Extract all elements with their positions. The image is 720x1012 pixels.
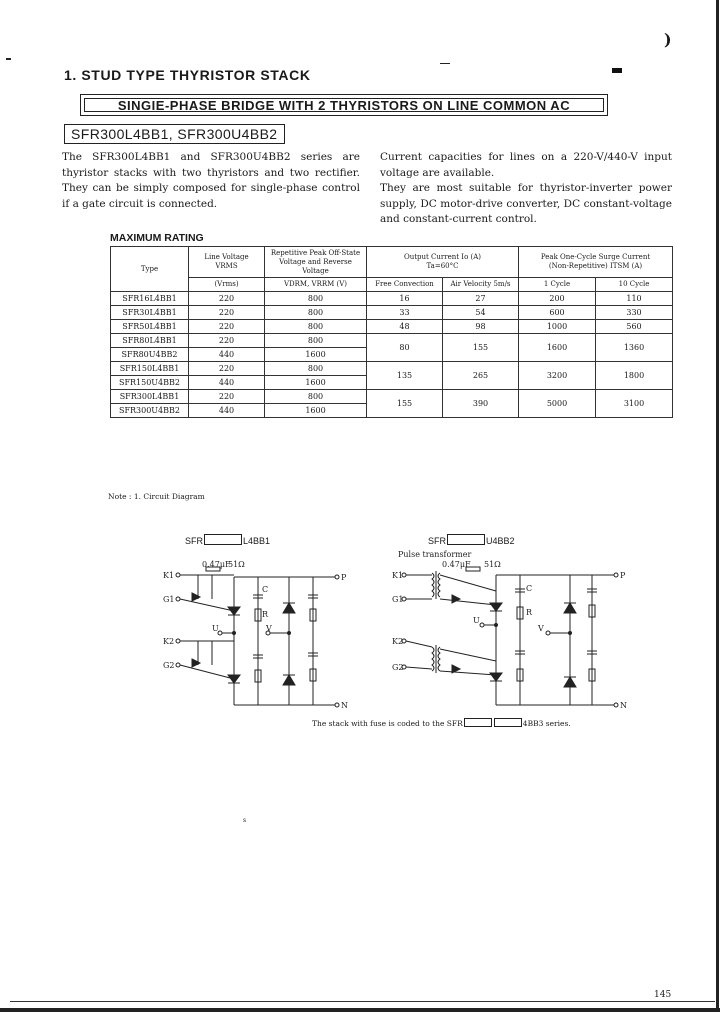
table-cell: SFR80L4BB1 [111, 334, 189, 348]
res-value-label: 51Ω [484, 560, 501, 569]
table-cell: 3200 [519, 362, 596, 390]
diagram-right-title: SFR U4BB2 [428, 536, 515, 546]
table-cell: SFR300L4BB1 [111, 390, 189, 404]
table-cell: SFR150L4BB1 [111, 362, 189, 376]
r-label: R [526, 608, 533, 617]
table-cell: SFR300U4BB2 [111, 404, 189, 418]
header-output-current [367, 247, 519, 278]
table-cell: 98 [443, 320, 519, 334]
u-label: U [473, 616, 480, 625]
g1-label: G1 [163, 595, 175, 604]
table-cell: SFR80U4BB2 [111, 348, 189, 362]
table-cell: 33 [367, 306, 443, 320]
scan-mark [612, 68, 622, 73]
scan-edge [716, 0, 719, 1012]
c-label: C [262, 585, 269, 594]
table-cell: SFR30L4BB1 [111, 306, 189, 320]
circuit-diagram-right [392, 545, 632, 715]
table-cell: 560 [596, 320, 673, 334]
k2-label: K2 [163, 637, 175, 646]
banner-title: SINGIE-PHASE BRIDGE WITH 2 THYRISTORS ON LINE COMMON AC [84, 98, 604, 112]
header-surge-label: Peak One-Cycle Surge Current [540, 253, 651, 261]
table-cell: 440 [189, 348, 265, 362]
cap-value-label: 0.47μF [202, 560, 231, 569]
table-cell: 800 [265, 292, 367, 306]
corner-mark: ) [664, 30, 672, 49]
model-box: SFR300L4BB1, SFR300U4BB2 [64, 124, 285, 144]
intro-left: The SFR300L4BB1 and SFR300U4BB2 series are thyristor stacks with two thyristors and two rectifier. They can be simply composed for single-phase control if a gate circuit is connected. [62, 151, 360, 210]
pulse-transformer-1 [432, 571, 440, 599]
intro-right-line-1: Current capacities for lines on a 220-V/440-V input voltage are available. [380, 151, 672, 179]
table-cell: 1000 [519, 320, 596, 334]
table-cell: 3100 [596, 390, 673, 418]
v-label: V [266, 624, 272, 633]
rectifier-diode-1 [283, 603, 295, 613]
p-label: P [341, 573, 347, 582]
k1-label: K1 [392, 571, 404, 580]
table-cell: 16 [367, 292, 443, 306]
header-line-voltage-label: Line Voltage [204, 253, 249, 261]
table-row [111, 362, 673, 376]
table-cell: 600 [519, 306, 596, 320]
max-rating-table [110, 246, 673, 418]
cap-value-label: 0.47μF [442, 560, 471, 569]
table-cell: 800 [265, 334, 367, 348]
r-label: R [262, 610, 269, 619]
table-cell: SFR50L4BB1 [111, 320, 189, 334]
table-cell: 1600 [265, 376, 367, 390]
c-label: C [526, 584, 533, 593]
table-cell: 27 [443, 292, 519, 306]
circuit-diagram-left [150, 545, 360, 715]
table-cell: 220 [189, 390, 265, 404]
header-surge [519, 247, 673, 278]
table-cell: 1360 [596, 334, 673, 362]
scan-mark [440, 63, 450, 64]
max-rating-heading: MAXIMUM RATING [110, 232, 204, 244]
k2-label: K2 [392, 637, 404, 646]
rectifier-diode-2 [283, 675, 295, 685]
table-cell: 220 [189, 320, 265, 334]
header-air-velocity: Air Velocity 5m/s [443, 278, 519, 292]
table-cell: 330 [596, 306, 673, 320]
note: Note : 1. Circuit Diagram [108, 492, 205, 501]
header-line-voltage-unit: (Vrms) [189, 278, 265, 292]
pulse-transformer-2 [432, 645, 440, 673]
header-rep-peak-unit: VDRM, VRRM (V) [265, 278, 367, 292]
diagram-caption: The stack with fuse is coded to the SFR 4BB3 series. [312, 719, 571, 728]
header-1-cycle: 1 Cycle [519, 278, 596, 292]
header-10-cycle: 10 Cycle [596, 278, 673, 292]
res-value-label: 51Ω [228, 560, 245, 569]
header-free-convection: Free Convection [367, 278, 443, 292]
page-number: 145 [654, 990, 672, 1000]
table-row [111, 334, 673, 348]
footer-rule [10, 1001, 715, 1002]
table-cell: 1600 [265, 404, 367, 418]
header-output-current-label: Output Current Io (A) [403, 253, 482, 261]
table-cell: SFR16L4BB1 [111, 292, 189, 306]
table-cell: 80 [367, 334, 443, 362]
g2-label: G2 [392, 663, 404, 672]
diagram-left-title: SFR L4BB1 [185, 536, 271, 546]
table-cell: 800 [265, 362, 367, 376]
p-label: P [620, 571, 626, 580]
table-cell: 220 [189, 292, 265, 306]
scan-edge [0, 1008, 720, 1012]
intro-right-line-2: They are most suitable for thyristor-inverter power supply, DC motor-drive converter, DC constant-voltage and constant-current control. [380, 182, 672, 225]
n-label: N [341, 701, 348, 710]
table-cell: 54 [443, 306, 519, 320]
table-cell: 800 [265, 306, 367, 320]
scan-speck: s [243, 817, 247, 824]
banner [80, 94, 608, 116]
table-row [111, 390, 673, 404]
g2-label: G2 [163, 661, 175, 670]
table-cell: 265 [443, 362, 519, 390]
n-label: N [620, 701, 627, 710]
header-type: Type [111, 247, 189, 292]
header-output-temp: Ta=60°C [426, 262, 459, 270]
table-cell: 155 [443, 334, 519, 362]
table-cell: SFR150U4BB2 [111, 376, 189, 390]
table-cell: 800 [265, 320, 367, 334]
table-cell: 1600 [519, 334, 596, 362]
table-cell: 155 [367, 390, 443, 418]
margin-tick [6, 58, 11, 60]
table-cell: 110 [596, 292, 673, 306]
table-row [111, 292, 673, 306]
table-row [111, 306, 673, 320]
table-cell: 135 [367, 362, 443, 390]
k1-label: K1 [163, 571, 175, 580]
rectifier-diode-2 [564, 677, 576, 687]
table-cell: 440 [189, 404, 265, 418]
table-row [111, 320, 673, 334]
table-cell: 48 [367, 320, 443, 334]
table-cell: 800 [265, 390, 367, 404]
table-subheader-row [111, 278, 673, 292]
g1-label: G1 [392, 595, 404, 604]
v-label: V [538, 624, 544, 633]
table-cell: 390 [443, 390, 519, 418]
pulse-transformer-label: Pulse transformer [398, 550, 472, 559]
table-cell: 220 [189, 362, 265, 376]
table-cell: 5000 [519, 390, 596, 418]
table-cell: 1600 [265, 348, 367, 362]
header-line-voltage-symbol: VRMS [215, 262, 238, 270]
table-cell: 220 [189, 334, 265, 348]
table-header-row [111, 247, 673, 278]
header-rep-peak: Repetitive Peak Off-State Voltage and Reverse Voltage [265, 247, 367, 278]
table-cell: 200 [519, 292, 596, 306]
header-line-voltage [189, 247, 265, 278]
section-title: 1. STUD TYPE THYRISTOR STACK [64, 67, 311, 83]
u-label: U [212, 624, 219, 633]
table-cell: 220 [189, 306, 265, 320]
rectifier-diode-1 [564, 603, 576, 613]
table-cell: 1800 [596, 362, 673, 390]
header-surge-sub: (Non-Repetitive) ITSM (A) [548, 262, 643, 270]
table-cell: 440 [189, 376, 265, 390]
intro-right [380, 150, 672, 228]
